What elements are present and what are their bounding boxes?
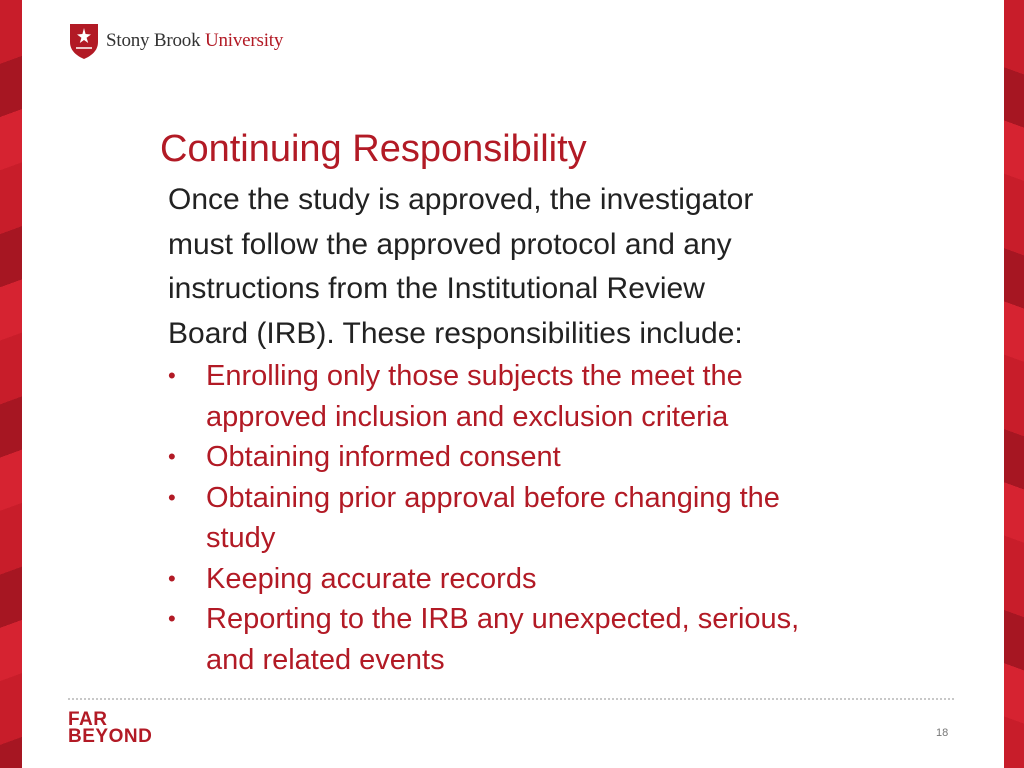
list-item <box>168 478 868 559</box>
list-item-line: Enrolling only those subjects the meet the <box>206 360 743 392</box>
intro-line: instructions from the Institutional Review <box>168 272 705 305</box>
responsibility-list <box>168 356 868 680</box>
shield-star-icon <box>68 22 100 60</box>
bullet-icon: • <box>168 363 176 388</box>
bullet-icon: • <box>168 606 176 631</box>
slide-title: Continuing Responsibility <box>160 128 587 170</box>
bullet-icon: • <box>168 444 176 469</box>
far-beyond-logo <box>68 711 152 745</box>
bullet-icon: • <box>168 484 176 510</box>
intro-line: Once the study is approved, the investigator <box>168 183 754 216</box>
list-item-line: Reporting to the IRB any unexpected, serious, <box>206 603 800 635</box>
university-logo <box>68 22 283 60</box>
page-number: 18 <box>936 727 949 739</box>
logo-suffix: University <box>204 30 284 51</box>
left-decorative-edge <box>0 0 22 768</box>
logo-wordmark <box>106 30 283 52</box>
intro-line: Board (IRB). These responsibilities include: <box>168 316 743 350</box>
list-item-line: study <box>206 522 276 554</box>
list-item-line: approved inclusion and exclusion criteria <box>206 400 729 433</box>
list-item <box>168 599 868 680</box>
tagline-line: BEYOND <box>68 726 153 747</box>
tagline-line: FAR <box>68 709 108 730</box>
list-item-line: Obtaining informed consent <box>206 441 561 473</box>
intro-paragraph <box>168 178 858 356</box>
right-decorative-edge <box>1004 0 1024 768</box>
list-item <box>168 437 868 478</box>
footer-divider <box>68 698 954 700</box>
bullet-icon: • <box>168 565 176 591</box>
list-item-line: and related events <box>206 643 445 676</box>
list-item <box>168 559 868 600</box>
logo-name: Stony Brook <box>106 30 201 51</box>
intro-line: must follow the approved protocol and any <box>168 227 732 261</box>
list-item <box>168 356 868 437</box>
list-item-line: Keeping accurate records <box>206 562 537 595</box>
list-item-line: Obtaining prior approval before changing the <box>206 481 780 514</box>
